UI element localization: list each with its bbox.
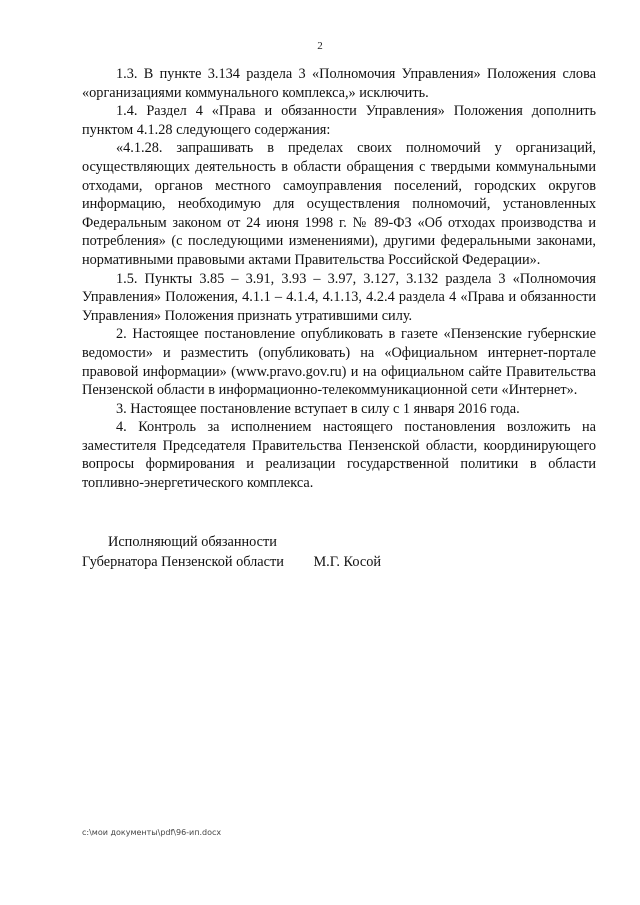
paragraph-4-1-28: «4.1.28. запрашивать в пределах своих полномочий у организаций, осуществляющих деятельность в области обращения с твердыми коммунальными отходами, органов местного самоуправления поселений, городских округов информацию, необходимую для осуществления полномочий, установленных Федеральным законом от 24 июня 1998 г. № 89-ФЗ «Об отходах производства и потребления» (с последующими изменениями), другими федеральными законами, нормативными правовыми актами Правительства Российской Федерации». xyxy=(82,140,596,268)
signature-block xyxy=(82,532,596,572)
page-number: 2 xyxy=(317,40,323,52)
paragraph-1-3: 1.3. В пункте 3.134 раздела 3 «Полномочия Управления» Положения слова «организациями коммунального комплекса,» исключить. xyxy=(82,66,596,101)
paragraph-1-5: 1.5. Пункты 3.85 – 3.91, 3.93 – 3.97, 3.127, 3.132 раздела 3 «Полномочия Управления» Положения, 4.1.1 – 4.1.4, 4.1.13, 4.2.4 раздела 4 «Права и обязанности Управления» Положения признать утратившими силу. xyxy=(82,270,596,324)
signature-row xyxy=(82,552,596,572)
signatory-name: М.Г. Косой xyxy=(313,554,381,570)
signature-position-line1: Исполняющий обязанности xyxy=(108,534,277,550)
paragraph-3: 3. Настоящее постановление вступает в силу с 1 января 2016 года. xyxy=(116,400,520,417)
footer-file-path: c:\мои документы\pdf\96-ип.docx xyxy=(82,828,222,837)
paragraph-1-4: 1.4. Раздел 4 «Права и обязанности Управления» Положения дополнить пунктом 4.1.28 следующего содержания: xyxy=(82,103,596,138)
paragraph-4: 4. Контроль за исполнением настоящего постановления возложить на заместителя Председателя Правительства Пензенской области, координирующего вопросы формирования и реализации государственной политики в области топливно-энергетического комплекса. xyxy=(82,419,596,492)
document-body xyxy=(82,65,596,493)
paragraph-2: 2. Настоящее постановление опубликовать в газете «Пензенские губернские ведомости» и разместить (опубликовать) на «Официальном интернет-портале правовой информации» (www.pravo.gov.ru) и на официальном сайте Правительства Пензенской области в информационно-телекоммуникационной сети «Интернет». xyxy=(82,326,596,399)
signature-position-line2: Губернатора Пензенской области xyxy=(82,554,284,570)
